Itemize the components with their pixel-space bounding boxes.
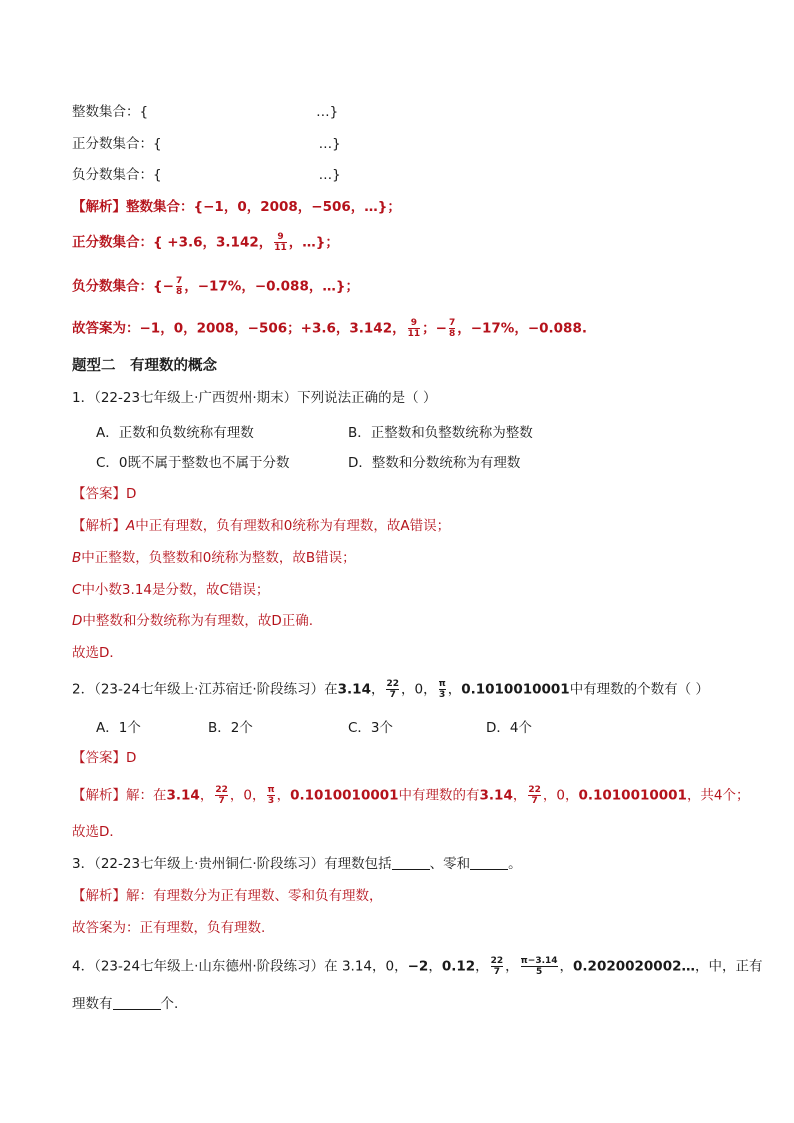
fraction-22-7 bbox=[491, 956, 504, 977]
analysis-text: 解：在 bbox=[126, 787, 167, 804]
q2-stem-suffix: 中有理数的个数有（ ） bbox=[569, 681, 709, 698]
answer-blank[interactable] bbox=[113, 995, 161, 1010]
value: 0 bbox=[556, 787, 565, 804]
q1-option-b: B．正整数和负整数统称为整数 bbox=[348, 425, 533, 441]
answer-blank[interactable] bbox=[392, 855, 430, 870]
positive-fraction-set-line bbox=[72, 134, 341, 154]
fraction-numerator: 22 bbox=[215, 785, 228, 795]
option-letter: C bbox=[72, 582, 82, 598]
fraction-9-11 bbox=[274, 232, 287, 253]
fraction-numerator: 7 bbox=[175, 276, 183, 286]
fraction-denominator: 7 bbox=[215, 795, 228, 806]
separator: ， bbox=[447, 681, 462, 698]
fraction-numerator: 22 bbox=[528, 785, 541, 795]
separator: ， bbox=[542, 787, 557, 804]
fraction-numerator: 9 bbox=[410, 318, 417, 328]
fraction-numerator: 7 bbox=[448, 318, 456, 328]
fraction-denominator: 8 bbox=[175, 287, 183, 297]
fraction-numerator: π bbox=[438, 679, 446, 689]
fraction-denominator: 8 bbox=[448, 329, 456, 339]
q2-conclusion: 故选D． bbox=[72, 824, 123, 840]
q4-stem-prefix: 4．（23-24七年级上·山东德州·阶段练习）在 3.14，0， bbox=[72, 958, 408, 975]
separator: ， bbox=[199, 787, 214, 804]
ellipsis-close: …} bbox=[316, 104, 339, 120]
q1-option-c: C．0既不属于整数也不属于分数 bbox=[96, 455, 290, 471]
fraction-denominator: 5 bbox=[521, 966, 558, 977]
option-letter: B bbox=[72, 550, 82, 566]
analysis-positive-line bbox=[72, 232, 339, 253]
fraction-denominator: 11 bbox=[407, 329, 421, 339]
q2-stem bbox=[72, 679, 709, 700]
positive-fraction-set-label: 正分数集合：{ bbox=[72, 136, 162, 152]
fraction-pi-3 bbox=[439, 679, 446, 700]
q3-stem bbox=[72, 854, 522, 874]
q3-stem-a: 3．（22-23七年级上·贵州铜仁·阶段练习）有理数包括 bbox=[72, 856, 392, 872]
separator: ， bbox=[423, 681, 437, 698]
analysis-text: 中有理数的有 bbox=[398, 787, 480, 804]
q2-stem-prefix: 2．（23-24七年级上·江苏宿迁·阶段练习）在 bbox=[72, 681, 338, 698]
fraction-numerator: 22 bbox=[386, 679, 399, 689]
analysis-text: ，共4个； bbox=[686, 787, 750, 804]
value: 0.12 bbox=[441, 958, 476, 975]
q4-line2-suffix: 个. bbox=[160, 996, 179, 1012]
q1-analysis-b bbox=[72, 548, 356, 568]
q2-analysis bbox=[72, 785, 750, 806]
q4-stem-suffix: ，中，正有 bbox=[695, 958, 763, 975]
answer-blank[interactable] bbox=[470, 855, 508, 870]
fraction-7-8 bbox=[449, 318, 455, 339]
analysis-negative-line bbox=[72, 276, 359, 297]
fraction-22-7 bbox=[386, 679, 399, 700]
analysis-tag: 【解析】 bbox=[72, 888, 126, 904]
fraction-pi-minus-3-14-over-5 bbox=[521, 956, 558, 977]
analysis-text: 解：有理数分为正有理数、零和负有理数， bbox=[126, 888, 383, 904]
analysis-negative-prefix: 负分数集合：{− bbox=[72, 278, 174, 295]
q4-stem: 4．（23-24七年级上·山东德州·阶段练习）在 3.14，0，−2，0.12， $\frac{22}{7}$ ， $\frac{\pi-3.14}{5}$ ，0.2020020002…，中，正有 bbox=[72, 956, 763, 977]
separator: ， bbox=[564, 787, 579, 804]
fraction-pi-3 bbox=[267, 785, 274, 806]
analysis-text: 中整数和分数统称为有理数，故D正确. bbox=[82, 613, 314, 629]
analysis-tag: 【解析】 bbox=[72, 787, 126, 804]
fraction-numerator: π bbox=[267, 785, 275, 795]
value: 0.1010010001 bbox=[290, 787, 399, 804]
option-letter: D bbox=[72, 613, 83, 629]
analysis-text: 中小数3.14是分数，故C错误； bbox=[81, 582, 270, 598]
section-title: 题型二 有理数的概念 bbox=[72, 358, 217, 374]
answer-prefix: 故答案为：−1，0，2008，−506；+3.6，3.142， bbox=[72, 320, 406, 337]
analysis-negative-suffix: ，−17%，−0.088，…}； bbox=[184, 278, 359, 295]
analysis-integer-text: 整数集合：{−1，0，2008，−506，…}； bbox=[126, 199, 401, 215]
fraction-denominator: 3 bbox=[439, 690, 446, 700]
separator: ， bbox=[251, 787, 266, 804]
separator: ， bbox=[512, 787, 527, 804]
fraction-denominator: 3 bbox=[267, 796, 275, 806]
fraction-denominator: 7 bbox=[491, 966, 504, 977]
fraction-denominator: 7 bbox=[528, 795, 541, 806]
value: 0 bbox=[243, 787, 252, 804]
analysis-positive-prefix: 正分数集合：{ +3.6，3.142， bbox=[72, 234, 273, 251]
q2-answer: 【答案】D bbox=[72, 750, 137, 766]
value: 0 bbox=[414, 681, 424, 698]
ellipsis-close: …} bbox=[318, 136, 341, 152]
value: 3.14 bbox=[166, 787, 200, 804]
q2-option-c: C．3个 bbox=[348, 720, 394, 736]
q1-option-d: D．整数和分数统称为有理数 bbox=[348, 455, 521, 471]
fraction-7-8 bbox=[176, 276, 182, 297]
q1-option-a: A．正数和负数统称有理数 bbox=[96, 425, 254, 441]
q1-conclusion: 故选D． bbox=[72, 645, 123, 661]
fraction-numerator: 22 bbox=[490, 956, 504, 966]
option-letter: A bbox=[126, 518, 136, 534]
q1-analysis-c bbox=[72, 580, 269, 600]
ellipsis-close: …} bbox=[318, 167, 341, 183]
q1-analysis-d bbox=[72, 611, 313, 631]
q2-option-d: D．4个 bbox=[486, 720, 532, 736]
q3-conclusion: 故答案为：正有理数，负有理数. bbox=[72, 920, 266, 936]
analysis-integer-line bbox=[72, 197, 401, 217]
separator: ， bbox=[229, 787, 244, 804]
integer-set-line bbox=[72, 102, 338, 122]
analysis-positive-suffix: ，…}； bbox=[288, 234, 339, 251]
q4-line2-prefix: 理数有 bbox=[72, 996, 113, 1012]
value: 0.1010010001 bbox=[578, 787, 687, 804]
q1-analysis-a bbox=[72, 516, 450, 536]
separator: ， bbox=[401, 681, 415, 698]
value: 3.14 bbox=[337, 681, 371, 698]
analysis-text: 中正整数，负整数和0统称为整数，故B错误； bbox=[81, 550, 356, 566]
value: −2 bbox=[407, 958, 429, 975]
value: 0.2020020002… bbox=[573, 958, 695, 975]
q3-stem-b: 、零和 bbox=[429, 856, 471, 872]
q2-option-a: A．1个 bbox=[96, 720, 141, 736]
fraction-denominator: 7 bbox=[386, 689, 399, 700]
fraction-22-7 bbox=[528, 785, 541, 806]
fraction-denominator: 11 bbox=[274, 243, 287, 253]
value: 3.14 bbox=[479, 787, 513, 804]
fraction-9-11 bbox=[408, 318, 421, 339]
answer-mid: ；− bbox=[422, 320, 447, 337]
q3-analysis bbox=[72, 886, 383, 906]
analysis-answer-line bbox=[72, 318, 587, 339]
analysis-tag: 【解析】 bbox=[72, 518, 126, 534]
analysis-tag: 【解析】 bbox=[72, 199, 126, 215]
analysis-text: 中正有理数，负有理数和0统称为有理数，故A错误； bbox=[135, 518, 451, 534]
q3-stem-c: 。 bbox=[508, 856, 522, 872]
separator: ， bbox=[370, 681, 385, 698]
q1-stem: 1．（22-23七年级上·广西贺州·期末）下列说法正确的是（ ） bbox=[72, 390, 437, 406]
negative-fraction-set-line bbox=[72, 165, 341, 185]
integer-set-label: 整数集合：{ bbox=[72, 104, 149, 120]
q1-answer: 【答案】D bbox=[72, 486, 137, 502]
negative-fraction-set-label: 负分数集合：{ bbox=[72, 167, 162, 183]
fraction-numerator: π−3.14 bbox=[520, 956, 558, 966]
separator: ， bbox=[276, 787, 291, 804]
answer-suffix: ，−17%，−0.088. bbox=[457, 320, 587, 337]
fraction-numerator: 9 bbox=[277, 232, 284, 242]
q2-option-b: B．2个 bbox=[208, 720, 253, 736]
value: 0.1010010001 bbox=[461, 681, 570, 698]
q4-stem-line2 bbox=[72, 994, 178, 1014]
fraction-22-7 bbox=[215, 785, 228, 806]
